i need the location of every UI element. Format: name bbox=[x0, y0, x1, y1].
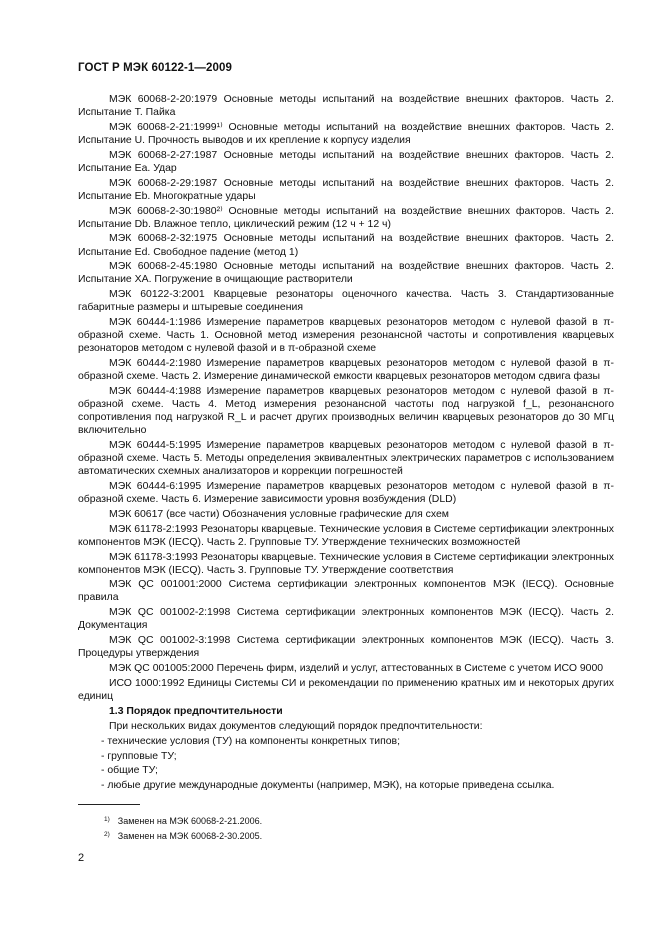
footnote bbox=[104, 828, 262, 843]
reference-entry: МЭК QC 001005:2000 Перечень фирм, изделий и услуг, аттестованных в Системе с учетом ИСО 9000 bbox=[109, 663, 604, 675]
reference-entry: МЭК 60444-5:1995 Измерение параметров кварцевых резонаторов методом с нулевой фазой в π-образной схеме. Часть 5. Методы определения эквивалентных электрических параметров с использованием автоматических схемных анализаторов и коррекции погрешностей bbox=[78, 439, 614, 478]
reference-entry: МЭК 60444-1:1986 Измерение параметров кварцевых резонаторов методом с нулевой фазой в π-образной схеме. Часть 1. Основной метод измерения резонансной частоты и сопротивления кварцевых резонаторов методом с нулевой фазой и в π-образной схеме bbox=[78, 317, 614, 355]
reference-entry: МЭК 60122-3:2001 Кварцевые резонаторы оценочного качества. Часть 3. Стандартизованные габаритные размеры и штыревые соединения bbox=[78, 289, 614, 314]
section-intro: При нескольких видах документов следующий порядок предпочтительности: bbox=[109, 720, 483, 732]
reference-entry: МЭК QC 001002-2:1998 Система сертификации электронных компонентов МЭК (IECQ). Часть 2. Документация bbox=[78, 607, 614, 632]
reference-entry: МЭК 60068-2-32:1975 Основные методы испытаний на воздействие внешних факторов. Часть 2. Испытание Ed. Свободное падение (метод 1) bbox=[78, 233, 614, 258]
reference-entry: МЭК QC 001002-3:1998 Система сертификации электронных компонентов МЭК (IECQ). Часть 3. Процедуры утверждения bbox=[78, 635, 614, 660]
reference-entry: МЭК QC 001001:2000 Система сертификации электронных компонентов МЭК (IECQ). Основные правила bbox=[78, 579, 614, 604]
document-header: ГОСТ Р МЭК 60122-1—2009 bbox=[78, 62, 232, 74]
reference-entry: ИСО 1000:1992 Единицы Системы СИ и рекомендации по применению кратных им и некоторых других единиц bbox=[78, 677, 614, 702]
reference-entry: МЭК 61178-3:1993 Резонаторы кварцевые. Технические условия в Системе сертификации электронных компонентов МЭК (IECQ). Часть 3. Групповые ТУ. Утверждение соответствия bbox=[78, 551, 614, 576]
list-item: - любые другие международные документы (например, МЭК), на которые приведена ссылка. bbox=[101, 780, 555, 792]
list-item: - общие ТУ; bbox=[101, 765, 158, 777]
footnote-text: Заменен на МЭК 60068-2-21.2006. bbox=[117, 816, 263, 826]
reference-entry: МЭК 60068-2-27:1987 Основные методы испытаний на воздействие внешних факторов. Часть 2. Испытание Еа. Удар bbox=[78, 149, 614, 174]
reference-entry: МЭК 61178-2:1993 Резонаторы кварцевые. Технические условия в Системе сертификации электронных компонентов МЭК (IECQ). Часть 2. Групповые ТУ. Утверждение технических возможностей bbox=[78, 523, 614, 548]
reference-entry: МЭК 60444-2:1980 Измерение параметров кварцевых резонаторов методом с нулевой фазой в π-образной схеме. Часть 2. Измерение динамической емкости кварцевых резонаторов методом сдвига фазы bbox=[78, 358, 614, 383]
page-number: 2 bbox=[78, 852, 85, 864]
footnote-mark: 2) bbox=[104, 831, 110, 838]
footnote-text: Заменен на МЭК 60068-2-30.2005. bbox=[117, 831, 263, 841]
footnote-mark: 1) bbox=[104, 816, 110, 823]
reference-entry: МЭК 60444-4:1988 Измерение параметров кварцевых резонаторов методом с нулевой фазой в π-образной схеме. Часть 4. Метод измерения резонансной частоты под нагрузкой f_L, резонансного сопротивления под нагрузкой R_L и расчет других производных величин кварцевых резонаторов до 30 МГц включительно bbox=[78, 385, 614, 437]
document-body bbox=[78, 93, 614, 794]
reference-entry: МЭК 60444-6:1995 Измерение параметров кварцевых резонаторов методом с нулевой фазой в π-образной схеме. Часть 6. Измерение зависимости уровня возбуждения (DLD) bbox=[78, 480, 614, 505]
section-heading: 1.3 Порядок предпочтительности bbox=[109, 706, 283, 717]
reference-entry: МЭК 60617 (все части) Обозначения условные графические для схем bbox=[109, 508, 449, 520]
list-item: - технические условия (ТУ) на компоненты конкретных типов; bbox=[101, 735, 400, 747]
footnote-divider bbox=[78, 804, 140, 805]
reference-entry: МЭК 60068-2-20:1979 Основные методы испытаний на воздействие внешних факторов. Часть 2. Испытание Т. Пайка bbox=[78, 94, 614, 119]
footnote bbox=[104, 813, 262, 828]
reference-entry: МЭК 60068-2-30:1980²⁾ Основные методы испытаний на воздействие внешних факторов. Часть 2. Испытание Db. Влажное тепло, циклический режим (12 ч + 12 ч) bbox=[78, 205, 614, 230]
footnotes bbox=[104, 813, 262, 843]
reference-entry: МЭК 60068-2-29:1987 Основные методы испытаний на воздействие внешних факторов. Часть 2. Испытание Eb. Многократные удары bbox=[78, 177, 614, 202]
list-item: - групповые ТУ; bbox=[101, 750, 177, 762]
reference-entry: МЭК 60068-2-21:1999¹⁾ Основные методы испытаний на воздействие внешних факторов. Часть 2. Испытание U. Прочность выводов и их крепление к корпусу изделия bbox=[78, 121, 614, 146]
reference-entry: МЭК 60068-2-45:1980 Основные методы испытаний на воздействие внешних факторов. Часть 2. Испытание ХА. Погружение в очищающие растворители bbox=[78, 261, 614, 286]
